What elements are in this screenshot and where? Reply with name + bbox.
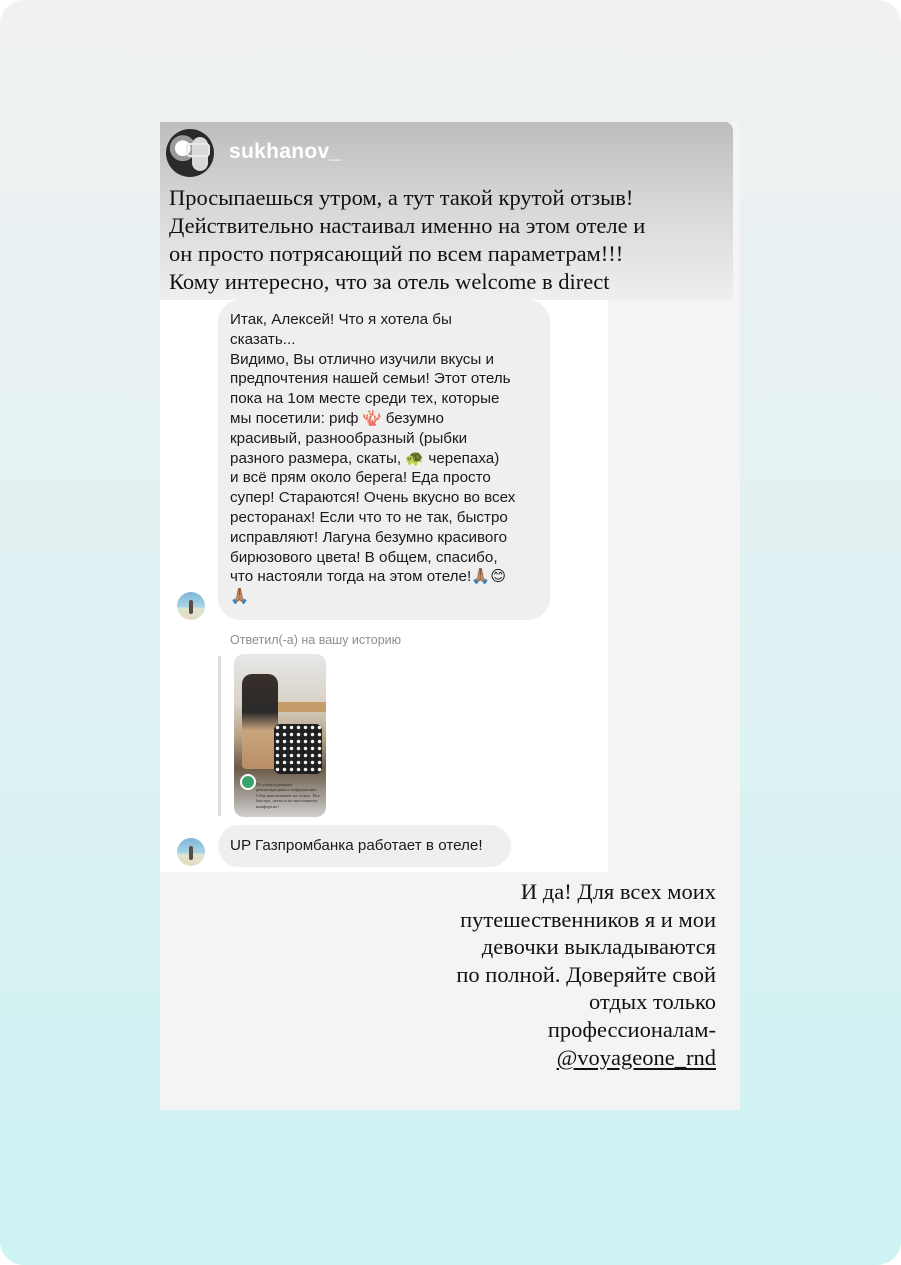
story-reply-label: Ответил(-а) на вашу историю bbox=[230, 633, 402, 647]
story-header bbox=[160, 122, 733, 300]
review-message-text bbox=[230, 310, 546, 607]
closing-line: профессионалам- bbox=[547, 1016, 716, 1042]
closing-line: И да! Для всех моих bbox=[520, 879, 716, 904]
closing-line: девочки выкладываются bbox=[481, 934, 716, 960]
message-line: ресторанах! Если что то не так, быстро bbox=[230, 508, 508, 526]
direct-chat-screenshot bbox=[160, 300, 608, 872]
sber-logo-icon bbox=[242, 776, 254, 788]
caption-line: Просыпаешься утром, а тут такой крутой отзыв! bbox=[169, 185, 634, 210]
message-line: мы посетили: риф 🪸 безумно bbox=[230, 409, 444, 427]
message-line: и всё прям около берега! Еда просто bbox=[230, 469, 491, 487]
message-line: исправляют! Лагуна безумно красивого bbox=[230, 528, 508, 546]
closing-line: по полной. Доверяйте свой bbox=[456, 961, 716, 987]
reply-quote-bar bbox=[218, 656, 221, 816]
sender-avatar[interactable] bbox=[177, 838, 205, 866]
caption-line: Действительно настаивал именно на этом отеле и bbox=[169, 213, 646, 238]
mention-link[interactable]: @voyageone_rnd bbox=[556, 1044, 716, 1070]
short-message-text: UP Газпромбанка работает в отеле! bbox=[230, 837, 483, 854]
avatar-glasses bbox=[186, 143, 210, 157]
story-caption bbox=[169, 184, 729, 296]
message-line: бирюзового цвета! В общем, спасибо, bbox=[230, 548, 498, 566]
message-line: разного размера, скаты, 🐢 черепаха) bbox=[230, 449, 500, 467]
closing-line: путешественников я и мои bbox=[460, 906, 716, 932]
review-message-bubble bbox=[218, 300, 550, 620]
short-message-bubble bbox=[218, 825, 511, 867]
caption-line: он просто потрясающий по всем параметрам!!! bbox=[169, 241, 624, 266]
thumb-person bbox=[242, 674, 278, 769]
message-line: красивый, разнообразный (рыбки bbox=[230, 429, 468, 447]
author-username[interactable]: sukhanov_ bbox=[229, 140, 342, 163]
closing-text bbox=[356, 878, 716, 1071]
author-avatar[interactable] bbox=[166, 129, 214, 177]
message-line: пока на 1ом месте среди тех, которые bbox=[230, 390, 500, 408]
message-line: предпочтения нашей семьи! Этот отель bbox=[230, 370, 511, 388]
replied-story-thumbnail[interactable] bbox=[234, 654, 326, 817]
thumb-caption: По утвержденным рекомендациям и информации: Сбер выплачивает на отдых. Все быстро, легко и по-настоящему комфортно! bbox=[256, 782, 320, 809]
message-line: Итак, Алексей! Что я хотела бы bbox=[230, 311, 452, 328]
message-line: Видимо, Вы отлично изучили вкусы и bbox=[230, 350, 494, 368]
closing-line: отдых только bbox=[589, 989, 716, 1015]
story-card bbox=[160, 122, 740, 1110]
message-line: супер! Стараются! Очень вкусно во всех bbox=[230, 489, 516, 507]
sender-avatar[interactable] bbox=[177, 592, 205, 620]
message-line: сказать... bbox=[230, 330, 296, 348]
thumb-chair bbox=[274, 724, 322, 774]
message-line: 🙏🏽 bbox=[230, 588, 249, 606]
message-line: что настояли тогда на этом отеле!🙏🏽😊 bbox=[230, 568, 506, 586]
caption-line: Кому интересно, что за отель welcome в direct bbox=[169, 269, 610, 294]
